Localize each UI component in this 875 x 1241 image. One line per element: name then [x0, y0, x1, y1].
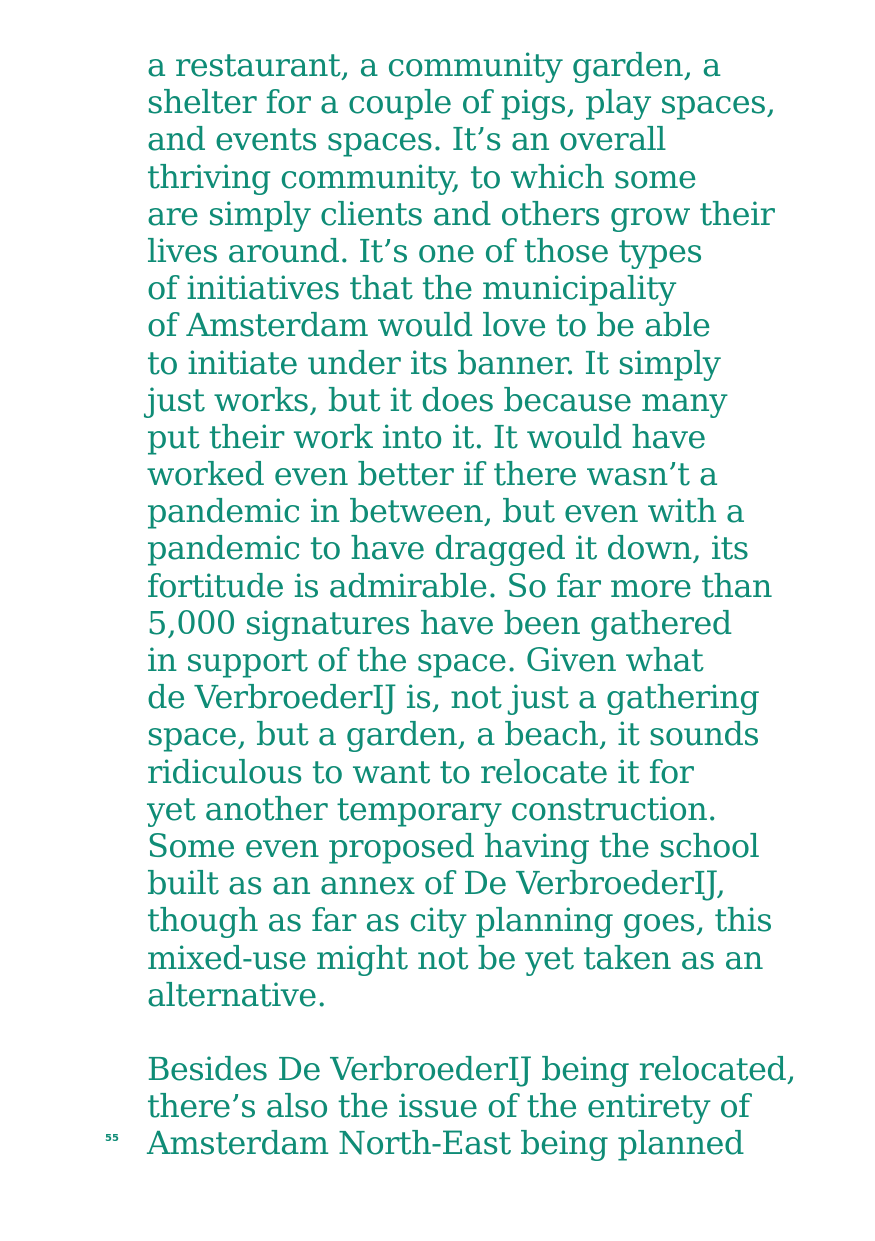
- text-line: 5,000 signatures have been gathered: [147, 603, 732, 642]
- text-line: mixed-use might not be yet taken as an: [147, 938, 763, 977]
- text-line: of initiatives that the municipality: [147, 269, 676, 308]
- text-line: pandemic in between, but even with a: [147, 492, 745, 531]
- text-line: built as an annex of De VerbroederIJ,: [147, 864, 726, 903]
- text-line: of Amsterdam would love to be able: [147, 306, 711, 345]
- paragraph-2: [147, 1051, 847, 1163]
- text-line: though as far as city planning goes, this: [147, 901, 773, 940]
- text-line: shelter for a couple of pigs, play spaces,: [147, 83, 776, 122]
- text-line: just works, but it does because many: [147, 380, 727, 419]
- text-line: pandemic to have dragged it down, its: [147, 529, 749, 568]
- text-line: de VerbroederIJ is, not just a gathering: [147, 678, 760, 717]
- text-line: Some even proposed having the school: [147, 826, 760, 865]
- text-line: lives around. It’s one of those types: [147, 231, 703, 270]
- text-line: yet another temporary construction.: [147, 789, 717, 828]
- text-line: there’s also the issue of the entirety of: [147, 1087, 750, 1126]
- text-line: alternative.: [147, 975, 327, 1014]
- text-line: fortitude is admirable. So far more than: [147, 566, 772, 605]
- text-line: in support of the space. Given what: [147, 641, 704, 679]
- text-line: Amsterdam North-East being planned: [147, 1124, 744, 1163]
- body-text: [147, 47, 847, 1162]
- text-line: worked even better if there wasn’t a: [147, 455, 718, 494]
- text-line: space, but a garden, a beach, it sounds: [147, 715, 760, 754]
- text-line: thriving community, to which some: [147, 157, 697, 196]
- text-line: ridiculous to want to relocate it for: [147, 752, 694, 791]
- text-line: put their work into it. It would have: [147, 417, 706, 456]
- text-line: and events spaces. It’s an overall: [147, 120, 666, 159]
- page-number: 55: [105, 1133, 119, 1144]
- text-line: a restaurant, a community garden, a: [147, 46, 721, 84]
- text-line: are simply clients and others grow their: [147, 194, 775, 233]
- text-line: to initiate under its banner. It simply: [147, 343, 721, 382]
- text-line: Besides De VerbroederIJ being relocated,: [147, 1049, 796, 1088]
- paragraph-1: [147, 47, 847, 1014]
